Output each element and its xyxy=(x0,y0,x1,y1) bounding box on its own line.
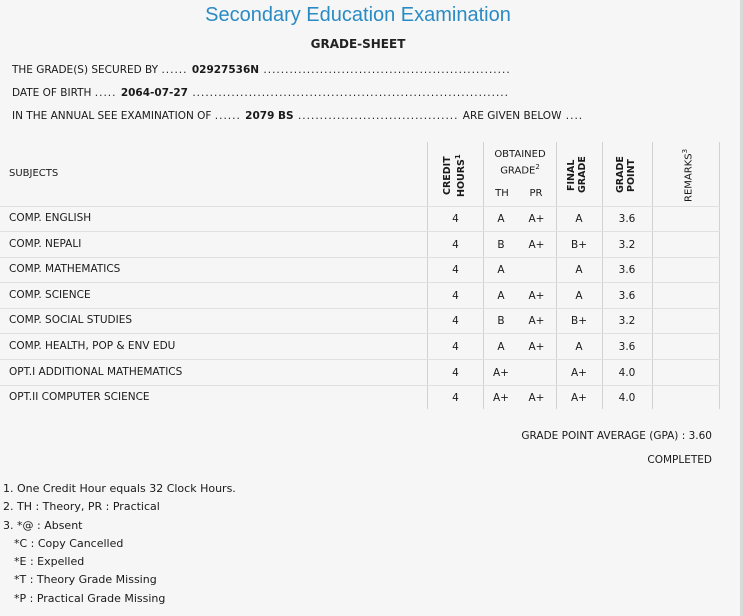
pr-cell: A+ xyxy=(528,315,545,328)
credit-cell: 4 xyxy=(452,213,459,225)
credit-cell: 4 xyxy=(452,392,459,405)
dob-line: DATE OF BIRTH ..... 2064-07-27 ......................................................................... xyxy=(12,87,509,99)
gp-cell: 3.2 xyxy=(618,238,636,251)
obtained-grade-header: OBTAINED GRADE$^2$ xyxy=(494,149,546,177)
final-cell: B+ xyxy=(570,238,587,251)
th-cell: B xyxy=(497,238,505,251)
final-cell: A xyxy=(575,289,583,302)
pr-header: PR xyxy=(529,188,543,199)
final-cell: A+ xyxy=(571,392,587,405)
row-divider xyxy=(0,359,720,360)
date-of-birth: 2064-07-27 xyxy=(120,87,188,99)
gp-cell: 4.0 xyxy=(618,366,636,379)
credit-cell: 4 xyxy=(452,315,459,328)
th-cell: A xyxy=(497,264,505,277)
dob-label: DATE OF BIRTH xyxy=(12,87,92,99)
page-title: Secondary Education Examination xyxy=(205,4,511,26)
row-divider xyxy=(0,257,720,258)
subject-name: COMP. SCIENCE xyxy=(9,288,91,301)
credit-cell: 4 xyxy=(452,366,459,379)
footnote: 2. TH : Theory, PR : Practical xyxy=(3,500,160,514)
subject-name: OPT.II COMPUTER SCIENCE xyxy=(9,391,150,404)
subject-name: COMP. NEPALI xyxy=(9,237,82,250)
credit-cell: 4 xyxy=(452,289,459,302)
grade-point-header: GRADE POINT xyxy=(615,156,637,194)
final-cell: A xyxy=(575,341,583,353)
footnote: *T : Theory Grade Missing xyxy=(14,573,157,587)
footnote: *P : Practical Grade Missing xyxy=(14,591,166,605)
subject-name: COMP. HEALTH, POP & ENV EDU xyxy=(9,340,176,352)
gp-cell: 3.6 xyxy=(618,264,636,277)
pr-cell: A+ xyxy=(528,392,545,405)
gp-cell: 3.2 xyxy=(618,315,636,328)
row-divider xyxy=(0,282,720,283)
footnote: *C : Copy Cancelled xyxy=(14,536,124,550)
gp-cell: 3.6 xyxy=(618,289,636,302)
pr-cell: A+ xyxy=(528,341,545,353)
final-cell: A+ xyxy=(571,366,587,379)
th-cell: B xyxy=(497,315,505,328)
exam-suffix: ARE GIVEN BELOW xyxy=(462,110,562,122)
exam-label: IN THE ANNUAL SEE EXAMINATION OF xyxy=(12,110,212,122)
credit-cell: 4 xyxy=(452,238,459,251)
final-cell: A xyxy=(575,264,583,277)
col-divider xyxy=(652,142,653,409)
credit-cell: 4 xyxy=(452,341,459,353)
row-divider xyxy=(0,231,720,232)
pr-cell: A+ xyxy=(528,238,545,251)
subject-name: OPT.I ADDITIONAL MATHEMATICS xyxy=(9,365,183,378)
footnotes xyxy=(3,480,236,608)
credit-hours-header: CREDIT HOURS$^1$ xyxy=(442,154,468,198)
final-grade-header: FINAL GRADE xyxy=(566,156,588,194)
remarks-header: REMARKS$^3$ xyxy=(681,148,695,202)
subject-name: COMP. MATHEMATICS xyxy=(9,263,121,276)
th-cell: A xyxy=(497,341,505,353)
row-divider xyxy=(0,308,720,309)
exam-year: 2079 BS xyxy=(245,110,294,122)
symbol-number: 02927536N xyxy=(191,64,260,76)
subjects-header: SUBJECTS xyxy=(9,168,59,179)
gp-cell: 4.0 xyxy=(618,392,636,405)
pr-cell: A+ xyxy=(528,213,545,225)
col-divider xyxy=(483,142,484,409)
secured-by-line: THE GRADE(S) SECURED BY ...... 02927536N ......................................................... xyxy=(12,64,511,76)
th-cell: A+ xyxy=(493,366,509,379)
th-cell: A+ xyxy=(493,392,509,405)
th-cell: A xyxy=(497,213,505,225)
secured-by-label: THE GRADE(S) SECURED BY xyxy=(12,64,159,76)
subject-name: COMP. ENGLISH xyxy=(9,212,92,224)
row-divider xyxy=(0,385,720,386)
gp-cell: 3.6 xyxy=(618,341,636,353)
subject-name: COMP. SOCIAL STUDIES xyxy=(9,314,133,327)
row-divider xyxy=(0,333,720,334)
status-text: COMPLETED xyxy=(647,454,712,466)
gp-cell: 3.6 xyxy=(618,213,636,225)
exam-line: IN THE ANNUAL SEE EXAMINATION OF ...... 2079 BS ..................................... ARE GIVEN BELOW .... xyxy=(12,110,584,122)
final-cell: B+ xyxy=(570,315,587,328)
th-cell: A xyxy=(497,289,505,302)
final-cell: A xyxy=(575,213,583,225)
footnote: 1. One Credit Hour equals 32 Clock Hours. xyxy=(3,482,236,495)
credit-cell: 4 xyxy=(452,264,459,277)
footnote: 3. *@ : Absent xyxy=(3,518,83,532)
pr-cell: A+ xyxy=(528,289,545,302)
gpa-summary: GRADE POINT AVERAGE (GPA) : 3.60 xyxy=(521,430,712,442)
footnote: *E : Expelled xyxy=(14,555,85,569)
col-divider xyxy=(719,142,720,409)
th-header: TH xyxy=(495,188,509,199)
header-divider xyxy=(0,206,720,207)
grade-sheet-heading: GRADE-SHEET xyxy=(310,37,406,51)
